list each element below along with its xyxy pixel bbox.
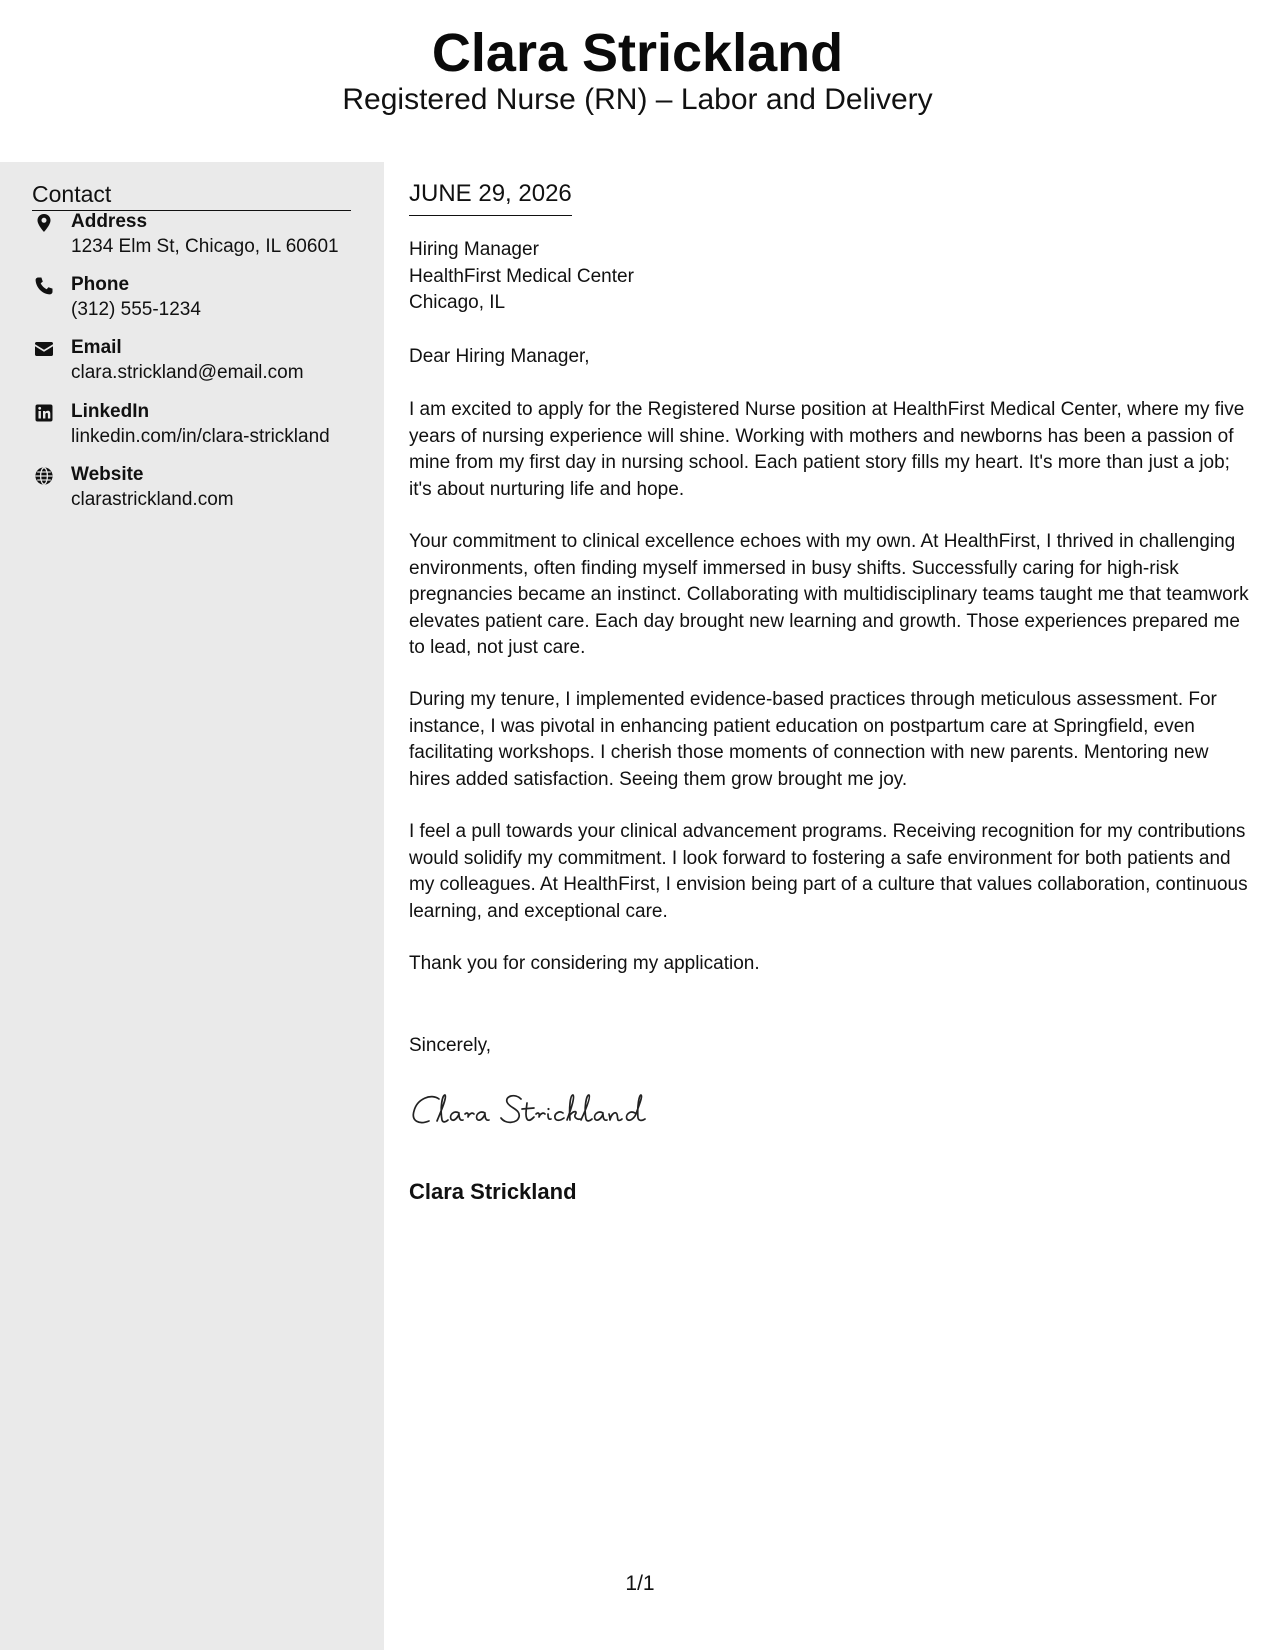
recipient-organization: HealthFirst Medical Center: [409, 265, 634, 287]
contact-item-website: [32, 462, 372, 518]
map-pin-icon: [34, 213, 54, 233]
contact-sidebar: [0, 162, 384, 1650]
applicant-name: Clara Strickland: [431, 23, 844, 83]
contact-label-email: Email: [71, 337, 122, 358]
contact-label-address: Address: [71, 211, 148, 232]
salutation: Dear Hiring Manager,: [409, 346, 590, 367]
body-paragraph: Thank you for considering my application.: [409, 953, 760, 974]
recipient-location: Chicago, IL: [409, 292, 506, 313]
contact-value-website: clarastrickland.com: [71, 489, 234, 510]
contact-item-address: [32, 209, 372, 265]
body-paragraph: I am excited to apply for the Registered Nurse position at HealthFirst Medical Center, where my five years of nursing experience will shine. Working with mothers and newborns has been a passion of mine from my first day in nursing school. Each patient story fills my heart. It's more than just a job; it's about nurturing life and hope.: [409, 399, 1245, 500]
phone-icon: [34, 276, 54, 296]
letter-header: [0, 0, 1275, 162]
signer-name: Clara Strickland: [409, 1179, 577, 1204]
page-number: 1/1: [625, 1572, 655, 1595]
contact-value-email: clara.strickland@email.com: [71, 362, 304, 383]
contact-item-linkedin: [32, 399, 372, 455]
body-paragraph: I feel a pull towards your clinical advancement programs. Receiving recognition for my contributions would solidify my commitment. I look forward to fostering a safe environment for both patients and my colleagues. At HealthFirst, I envision being part of a culture that values collaboration, continuous learning, and exceptional care.: [409, 821, 1248, 922]
globe-icon: [34, 466, 54, 486]
contact-value-linkedin: linkedin.com/in/clara-strickland: [71, 426, 330, 447]
linkedin-icon: [34, 403, 54, 423]
contact-heading: Contact: [32, 179, 351, 211]
contact-item-email: [32, 335, 372, 391]
contact-item-phone: [32, 272, 372, 328]
contact-label-website: Website: [71, 464, 144, 485]
letter-date: JUNE 29, 2026: [409, 178, 572, 216]
contact-label-linkedin: LinkedIn: [71, 401, 150, 422]
recipient-name: Hiring Manager: [409, 239, 539, 260]
contact-value-address: 1234 Elm St, Chicago, IL 60601: [71, 236, 339, 257]
body-paragraph: Your commitment to clinical excellence echoes with my own. At HealthFirst, I thrived in challenging environments, often finding myself immersed in busy shifts. Successfully caring for high-risk pregnancies became an instinct. Collaborating with multidisciplinary teams taught me that teamwork elevates patient care. Each day brought new learning and growth. Those experiences prepared me to lead, not just care.: [409, 531, 1249, 658]
envelope-icon: [34, 339, 54, 359]
handwritten-signature: [409, 1087, 679, 1137]
body-paragraph: During my tenure, I implemented evidence-based practices through meticulous assessment. For instance, I was pivotal in enhancing patient education on postpartum care at Springfield, even facilitating workshops. I cherish those moments of connection with new parents. Mentoring new hires added satisfaction. Seeing them grow brought me joy.: [409, 689, 1217, 790]
contact-label-phone: Phone: [71, 274, 130, 295]
contact-value-phone: (312) 555-1234: [71, 299, 201, 320]
applicant-title: Registered Nurse (RN) – Labor and Delivery: [342, 83, 933, 116]
closing: Sincerely,: [409, 1035, 492, 1056]
recipient-block: [409, 237, 634, 317]
